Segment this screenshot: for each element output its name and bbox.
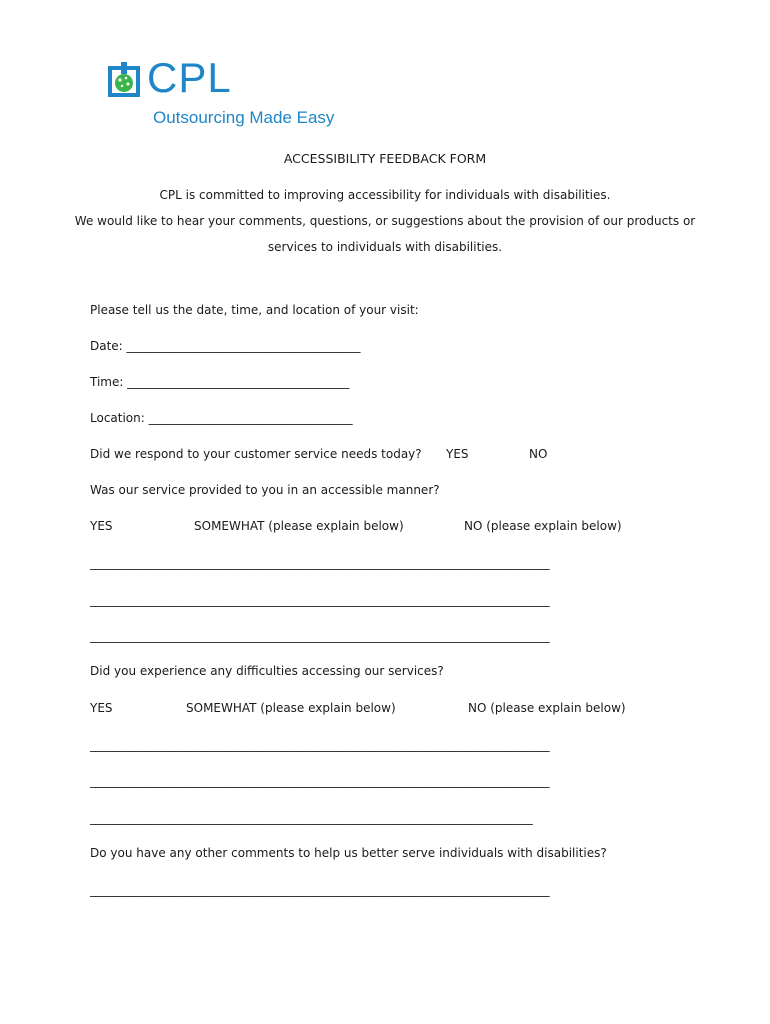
cpl-logo-icon: [107, 62, 141, 98]
logo-tagline: Outsourcing Made Easy: [153, 108, 335, 127]
q2-no-option[interactable]: NO (please explain below): [464, 519, 622, 533]
question-difficulties: Did you experience any difficulties accessing our services?: [90, 664, 444, 678]
question-other-comments: Do you have any other comments to help us better serve individuals with disabilities?: [90, 846, 607, 860]
q3-answer-line-2[interactable]: __________________________________________________________________________________: [90, 774, 550, 788]
q1-yes-option[interactable]: YES: [446, 447, 469, 461]
q1-no-option[interactable]: NO: [529, 447, 548, 461]
visit-prompt: Please tell us the date, time, and location of your visit:: [90, 303, 419, 317]
q2-yes-option[interactable]: YES: [90, 519, 113, 533]
q2-somewhat-option[interactable]: SOMEWHAT (please explain below): [194, 519, 404, 533]
q4-answer-line-1[interactable]: __________________________________________________________________________________: [90, 883, 550, 897]
logo-wordmark: CPL: [147, 54, 232, 101]
date-field[interactable]: Date: _______________________________________: [90, 339, 361, 353]
q3-no-option[interactable]: NO (please explain below): [468, 701, 626, 715]
q3-answer-line-3[interactable]: _______________________________________________________________________________: [90, 811, 533, 825]
q3-answer-line-1[interactable]: __________________________________________________________________________________: [90, 738, 550, 752]
intro-line-2: We would like to hear your comments, questions, or suggestions about the provision of our products or: [74, 214, 696, 228]
q3-yes-option[interactable]: YES: [90, 701, 113, 715]
intro-line-3: services to individuals with disabilities.: [267, 240, 503, 254]
q2-answer-line-1[interactable]: __________________________________________________________________________________: [90, 556, 550, 570]
form-title: ACCESSIBILITY FEEDBACK FORM: [283, 151, 487, 166]
location-field[interactable]: Location: __________________________________: [90, 411, 353, 425]
time-field[interactable]: Time: _____________________________________: [90, 375, 350, 389]
question-customer-service: Did we respond to your customer service needs today?: [90, 447, 422, 461]
cpl-logo: [107, 54, 367, 132]
q2-answer-line-3[interactable]: __________________________________________________________________________________: [90, 629, 550, 643]
question-accessible-manner: Was our service provided to you in an accessible manner?: [90, 483, 440, 497]
q3-somewhat-option[interactable]: SOMEWHAT (please explain below): [186, 701, 396, 715]
intro-line-1: CPL is committed to improving accessibility for individuals with disabilities.: [159, 188, 611, 202]
q2-answer-line-2[interactable]: __________________________________________________________________________________: [90, 593, 550, 607]
